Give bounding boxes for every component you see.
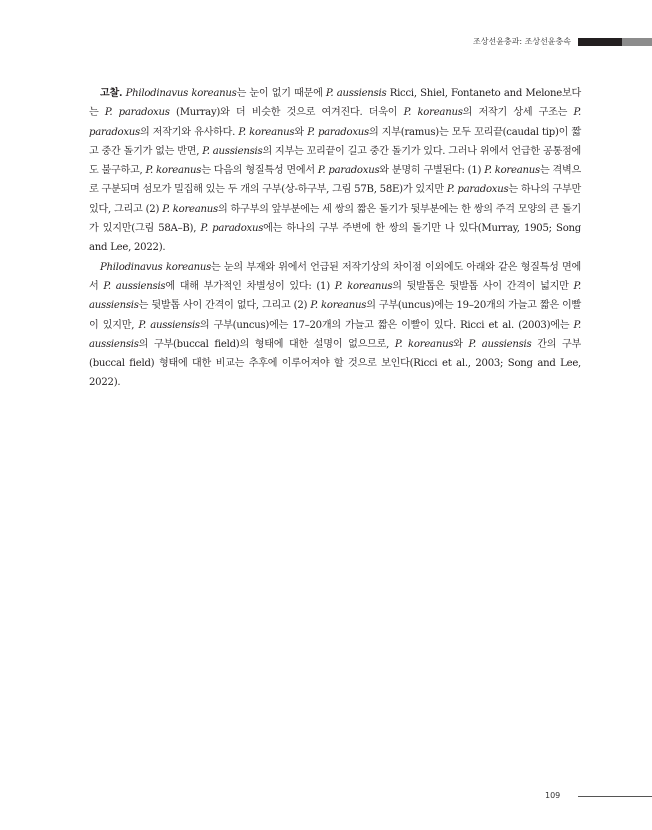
- species-name: P. paradoxus: [317, 165, 380, 177]
- species-name: P. aussiensis: [138, 319, 200, 331]
- section-label: 고찰.: [100, 88, 123, 99]
- species-name: P. aussiensis: [325, 88, 387, 99]
- species-name: P. paradoxus: [446, 184, 509, 196]
- species-name: P. koreanus: [310, 300, 367, 312]
- footer-rule: [578, 796, 652, 797]
- body-text: [89, 84, 581, 393]
- species-name: P. koreanus: [238, 126, 295, 138]
- species-name: P. koreanus: [145, 165, 202, 177]
- paragraph-discussion: 고찰. Philodinavus koreanus는 눈이 없기 때문에 P. aussiensis Ricci, Shiel, Fontaneto and Melone보다는 P. paradoxus (Murray)와 더 비슷한 것으로 여겨진다. 더욱이 P. koreanus의 저작기 상세 구조는 P. paradoxus의 저작기와 유사하다. P. koreanus와 P. paradoxus의 지부(ramus)는 모두 꼬리끝(caudal tip)이 짧고 중간 돌기가 없는 반면, P. aussiensis의 지부는 꼬리끝이 길고 중간 돌기가 있다. 그러나 위에서 언급한 공통점에도 불구하고, P. koreanus는 다음의 형질특성 면에서 P. paradoxus와 분명히 구별된다: (1) P. koreanus는 격벽으로 구분되며 섬모가 밀집해 있는 두 개의 구부(상-하구부, 그림 57B, 58E)가 있지만 P. paradoxus는 하나의 구부만 있다, 그리고 (2) P. koreanus의 하구부의 앞부분에는 세 쌍의 짧은 돌기가 뒷부분에는 한 쌍의 주걱 모양의 큰 돌기가 있지만(그림 58A–B), P. paradoxus에는 하나의 구부 주변에 한 쌍의 돌기만 나 있다(Murray, 1905; Song and Lee, 2022).: [89, 88, 582, 254]
- running-header-title: 조상선윤충과: 조상선윤충속: [473, 37, 571, 46]
- species-name: Philodinavus koreanus: [100, 261, 212, 273]
- page-number: 109: [545, 791, 561, 800]
- header-bar-grey: [622, 38, 652, 46]
- species-name: P. paradoxus: [89, 107, 582, 138]
- species-name: P. aussiensis: [89, 319, 581, 350]
- species-name: P. koreanus: [394, 338, 454, 350]
- species-name: P. aussiensis: [103, 280, 166, 292]
- header-bar-dark: [578, 38, 622, 46]
- paragraph-comparison: Philodinavus koreanus는 눈의 부재와 위에서 언급된 저작기상의 차이점 이외에도 아래와 같은 형질특성 면에서 P. aussiensis에 대해 부가적인 차별성이 있다: (1) P. koreanus의 뒷발톱은 뒷발톱 사이 간격이 넓지만 P. aussiensis는 뒷발톱 사이 간격이 없다, 그리고 (2) P. koreanus의 구부(uncus)에는 19–20개의 가늘고 짧은 이빨이 있지만, P. aussiensis의 구부(uncus)에는 17–20개의 가늘고 짧은 이빨이 있다. Ricci et al. (2003)에는 P. aussiensis의 구부(buccal field)의 형태에 대한 설명이 없으므로, P. koreanus와 P. aussiensis 간의 구부(buccal field) 형태에 대한 비교는 추후에 이루어져야 할 것으로 보인다(Ricci et al., 2003; Song and Lee, 2022).: [89, 261, 582, 389]
- species-name: P. aussiensis: [89, 280, 581, 312]
- species-name: P. aussiensis: [202, 145, 263, 157]
- species-name: P. koreanus: [403, 107, 463, 119]
- species-name: P. aussiensis: [468, 338, 532, 350]
- species-name: P. paradoxus: [104, 107, 170, 119]
- species-name: P. paradoxus: [200, 223, 264, 235]
- species-name: P. koreanus: [334, 280, 393, 292]
- species-name: P. koreanus: [162, 203, 218, 215]
- species-name: Philodinavus koreanus: [125, 88, 237, 99]
- running-header: [0, 35, 652, 49]
- species-name: P. koreanus: [484, 165, 540, 177]
- species-name: P. paradoxus: [307, 126, 369, 138]
